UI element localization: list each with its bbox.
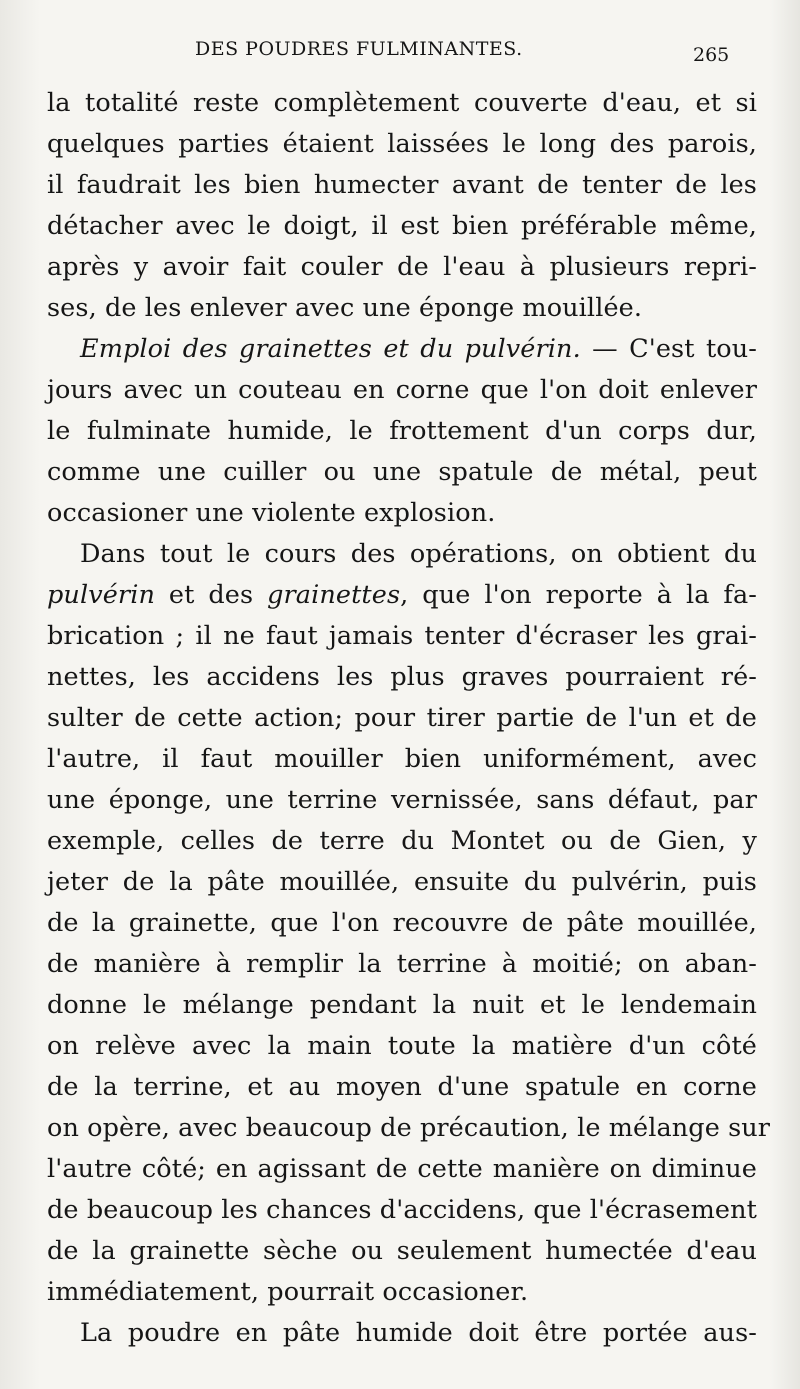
text-line: de beaucoup les chances d'accidens, que l'écrasement — [47, 1195, 757, 1225]
text-line: après y avoir fait couler de l'eau à plusieurs repri- — [47, 252, 757, 282]
text-line: immédiatement, pourrait occasioner. — [47, 1277, 529, 1307]
running-header: DES POUDRES FULMINANTES. — [195, 38, 523, 60]
text-line: brication ; il ne faut jamais tenter d'écraser les grai- — [47, 621, 757, 651]
text-line: on opère, avec beaucoup de précaution, le mélange sur — [47, 1113, 771, 1143]
text-line: il faudrait les bien humecter avant de tenter de les — [47, 170, 757, 200]
section-heading: Emploi des grainettes et du pulvérin. — [80, 334, 581, 364]
text-line: la totalité reste complètement couverte d'eau, et si — [47, 88, 757, 118]
text-line: jeter de la pâte mouillée, ensuite du pulvérin, puis — [47, 867, 757, 897]
text-line-italic-terms: pulvérin et des grainettes, que l'on reporte à la fa- — [47, 580, 757, 610]
text-line: l'autre, il faut mouiller bien uniformément, avec — [47, 744, 757, 774]
text-line: on relève avec la main toute la matière d'un côté — [47, 1031, 757, 1061]
text-line: comme une cuiller ou une spatule de métal, peut — [47, 457, 757, 487]
text-line: Dans tout le cours des opérations, on obtient du — [80, 539, 757, 569]
text-line: occasioner une violente explosion. — [47, 498, 496, 528]
text-line: le fulminate humide, le frottement d'un corps dur, — [47, 416, 757, 446]
text-line: quelques parties étaient laissées le long des parois, — [47, 129, 757, 159]
text-line: détacher avec le doigt, il est bien préférable même, — [47, 211, 757, 241]
text-line: La poudre en pâte humide doit être portée aus- — [80, 1318, 757, 1348]
text-line: jours avec un couteau en corne que l'on doit enlever — [47, 375, 757, 405]
text-line: de la grainette sèche ou seulement humectée d'eau — [47, 1236, 757, 1266]
text-line: de la grainette, que l'on recouvre de pâte mouillée, — [47, 908, 757, 938]
text-line: nettes, les accidens les plus graves pourraient ré- — [47, 662, 757, 692]
text-line: l'autre côté; en agissant de cette manière on diminue — [47, 1154, 757, 1184]
text-line: une éponge, une terrine vernissée, sans défaut, par — [47, 785, 757, 815]
text-line: sulter de cette action; pour tirer partie de l'un et de — [47, 703, 757, 733]
text-line-section-heading: Emploi des grainettes et du pulvérin. — C'est tou- — [80, 334, 757, 364]
text-line: exemple, celles de terre du Montet ou de Gien, y — [47, 826, 757, 856]
text-line: ses, de les enlever avec une éponge mouillée. — [47, 293, 643, 323]
page-number: 265 — [693, 44, 730, 66]
text-line: de la terrine, et au moyen d'une spatule en corne — [47, 1072, 757, 1102]
text-line: de manière à remplir la terrine à moitié; on aban- — [47, 949, 757, 979]
text-line: donne le mélange pendant la nuit et le lendemain — [47, 990, 757, 1020]
